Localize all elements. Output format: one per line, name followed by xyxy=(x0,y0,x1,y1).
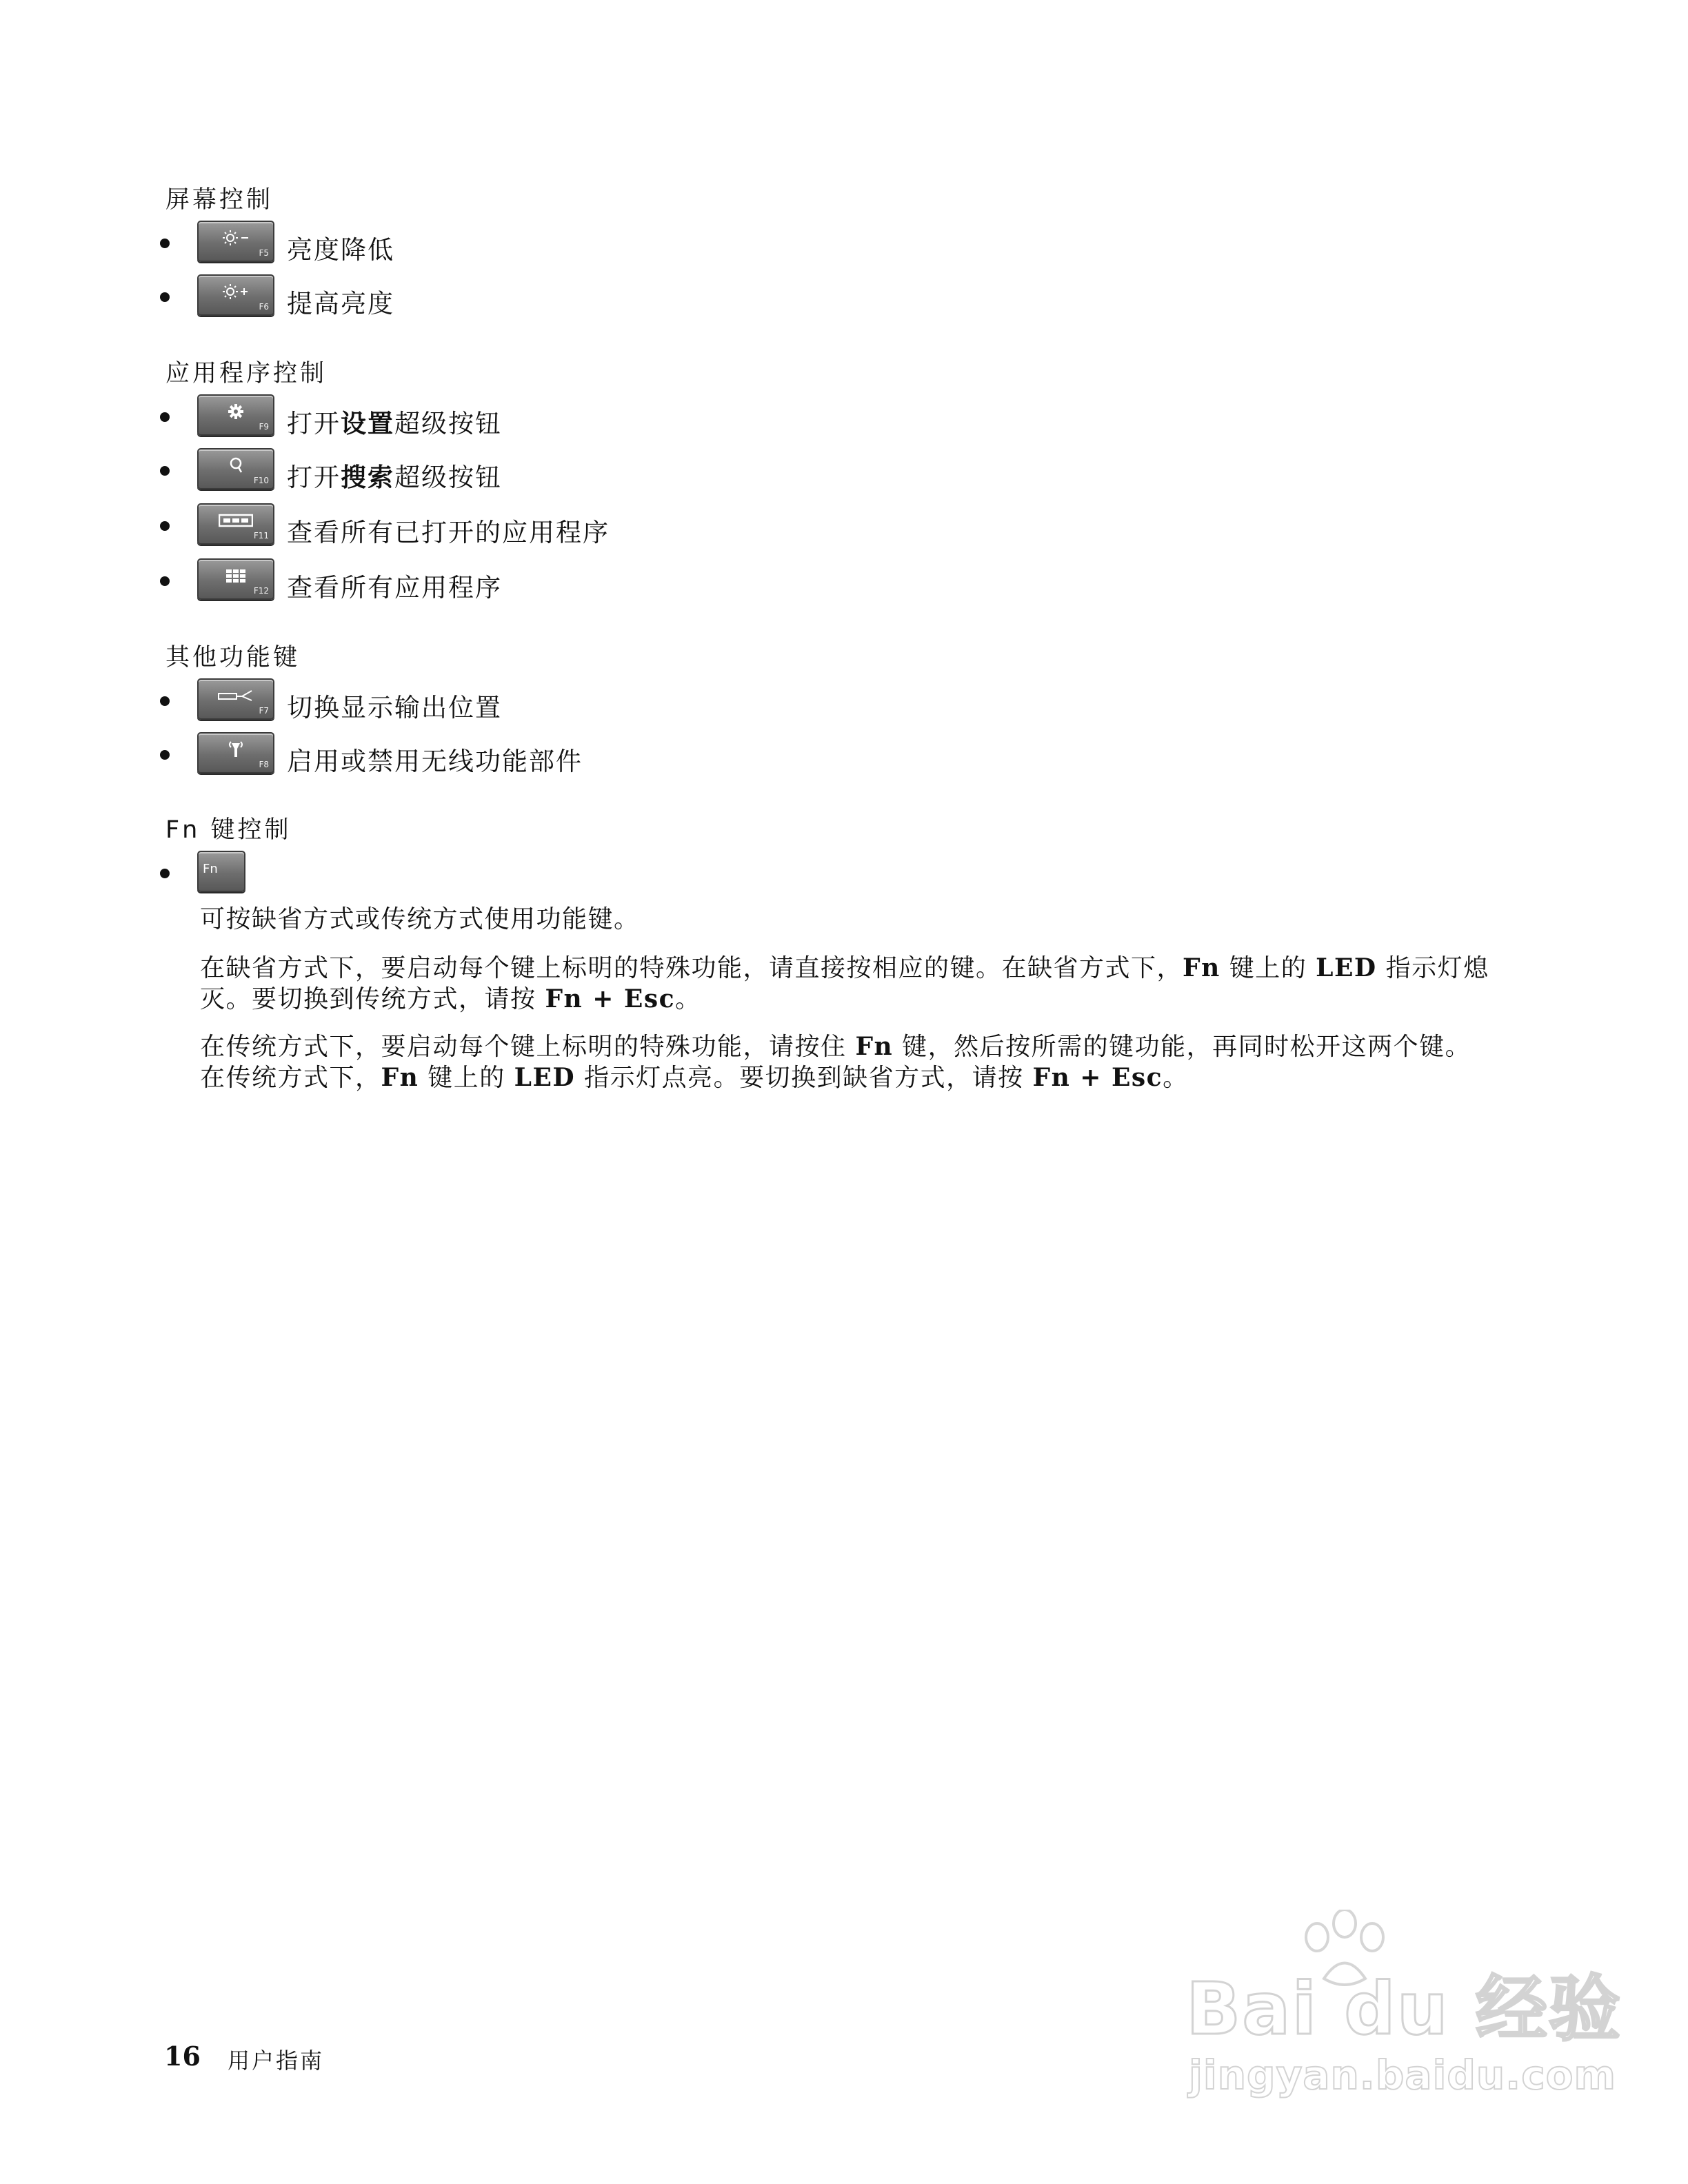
section-heading-fn-key-control: Fn 键控制 xyxy=(165,816,292,844)
section-heading-other-function-keys: 其他功能键 xyxy=(165,644,301,671)
item-label: 查看所有已打开的应用程序 xyxy=(287,518,610,547)
paragraph-default-mode: 在缺省方式下，要启动每个键上标明的特殊功能，请直接按相应的键。在缺省方式下，Fn 键上的 LED 指示灯熄灭。要切换到传统方式，请按 Fn + Esc。 xyxy=(200,953,1489,1013)
f-key-label: F6 xyxy=(259,302,269,312)
display-switch-icon xyxy=(199,687,273,705)
f-key-label: F10 xyxy=(253,476,269,485)
bullet xyxy=(160,466,170,476)
wireless-icon xyxy=(199,740,273,758)
item-label: 启用或禁用无线功能部件 xyxy=(287,747,583,776)
watermark-brand: Bai du 经验 xyxy=(1186,1967,1622,2051)
open-apps-icon xyxy=(199,512,273,529)
bullet xyxy=(160,521,170,531)
f-key-label: F8 xyxy=(259,760,269,769)
bullet xyxy=(160,239,170,248)
f12-key xyxy=(197,558,274,600)
all-apps-grid-icon xyxy=(199,567,273,585)
section-heading-screen-control: 屏幕控制 xyxy=(165,186,274,214)
footer-title: 用户指南 xyxy=(228,2048,325,2074)
f-key-label: F7 xyxy=(259,706,269,716)
f-key-label: F12 xyxy=(253,586,269,596)
bullet xyxy=(160,696,170,706)
bullet xyxy=(160,576,170,586)
fn-key-icon xyxy=(197,851,245,892)
brightness-up-icon xyxy=(199,283,273,301)
watermark-url: jingyan.baidu.com xyxy=(1189,2052,1616,2099)
item-label: 提高亮度 xyxy=(287,289,394,318)
bullet xyxy=(160,869,170,878)
paragraph-intro: 可按缺省方式或传统方式使用功能键。 xyxy=(200,905,640,933)
item-label: 打开设置超级按钮 xyxy=(287,408,502,438)
f-key-label: F9 xyxy=(259,422,269,432)
f8-key xyxy=(197,732,274,774)
f10-key xyxy=(197,448,274,489)
f7-key xyxy=(197,678,274,720)
bullet xyxy=(160,412,170,422)
page-number: 16 xyxy=(164,2041,201,2072)
item-label: 打开搜索超级按钮 xyxy=(287,462,502,492)
section-heading-app-control: 应用程序控制 xyxy=(165,360,328,387)
f11-key xyxy=(197,503,274,545)
paragraph-legacy-mode: 在传统方式下，要启动每个键上标明的特殊功能，请按住 Fn 键，然后按所需的键功能，再同时松开这两个键。在传统方式下，Fn 键上的 LED 指示灯点亮。要切换到缺省方式，请按 Fn + Esc。 xyxy=(200,1032,1471,1092)
fn-key-label: Fn xyxy=(203,862,218,876)
f-key-label: F11 xyxy=(253,531,269,540)
item-label: 切换显示输出位置 xyxy=(287,693,502,722)
brightness-down-icon xyxy=(199,229,273,247)
f9-key xyxy=(197,394,274,436)
bullet xyxy=(160,750,170,760)
f6-key xyxy=(197,274,274,316)
bullet xyxy=(160,292,170,302)
gear-icon xyxy=(199,403,273,421)
f5-key xyxy=(197,221,274,262)
item-label: 查看所有应用程序 xyxy=(287,573,502,603)
baidu-jingyan-watermark xyxy=(1186,1923,1622,2099)
f-key-label: F5 xyxy=(259,248,269,258)
search-icon xyxy=(199,456,273,474)
item-label: 亮度降低 xyxy=(287,235,394,265)
